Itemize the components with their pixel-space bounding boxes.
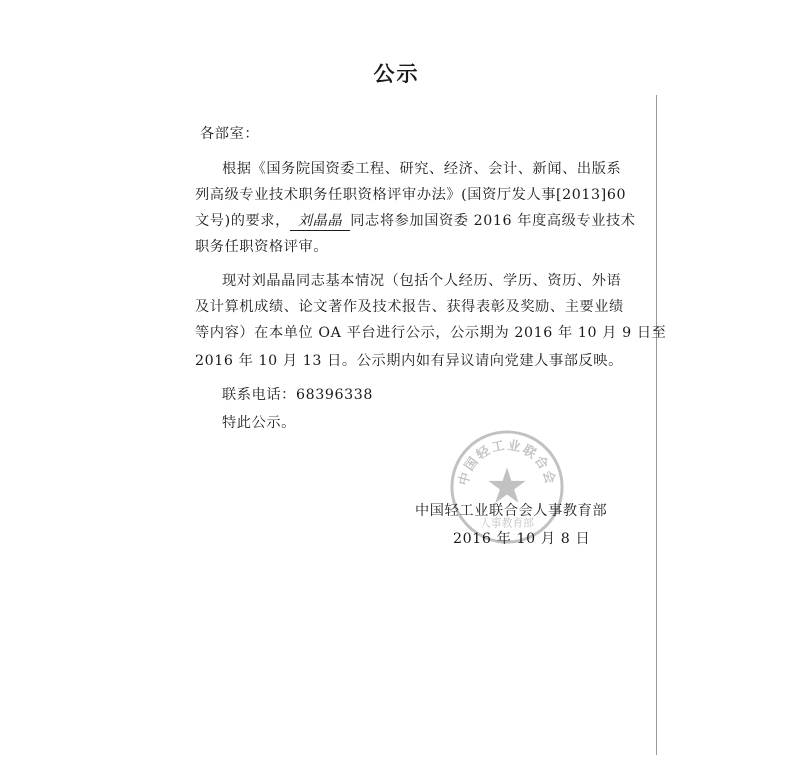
para1-line3-pre: 文号)的要求， <box>195 213 290 229</box>
para1-line4: 职务任职资格评审。 <box>195 239 329 255</box>
signature-org: 中国轻工业联合会人事教育部 <box>415 503 608 519</box>
closing-text: 特此公示。 <box>222 415 296 431</box>
para1-line3-post: 同志将参加国资委 2016 年度高级专业技术 <box>350 213 636 229</box>
para2-line4: 2016 年 10 月 13 日。公示期内如有异议请向党建人事部反映。 <box>195 353 623 369</box>
para2-line3: 等内容）在本单位 OA 平台进行公示，公示期为 2016 年 10 月 9 日至 <box>195 325 667 341</box>
para1-line2: 列高级专业技术职务任职资格评审办法》(国资厅发人事[2013]60 <box>195 187 627 203</box>
salutation: 各部室： <box>200 126 260 142</box>
para1-line3 <box>195 210 636 231</box>
para1-line1: 根据《国务院国资委工程、研究、经济、会计、新闻、出版系 <box>222 161 622 177</box>
seal-arc-text: 中国轻工业联合会 <box>456 438 558 488</box>
seal-subtext: 人事教育部 <box>480 516 534 530</box>
para2-line1: 现对刘晶晶同志基本情况（包括个人经历、学历、资历、外语 <box>222 273 622 289</box>
para2-line2: 及计算机成绩、论文著作及技术报告、获得表彰及奖励、主要业绩 <box>195 299 624 315</box>
scan-edge-line <box>656 95 657 755</box>
document-title: 公示 <box>373 62 420 86</box>
candidate-name: 刘晶晶 <box>290 210 350 231</box>
contact-phone: 联系电话：68396338 <box>222 387 373 403</box>
signature-date: 2016 年 10 月 8 日 <box>453 531 591 547</box>
seal-star-icon <box>488 467 525 503</box>
